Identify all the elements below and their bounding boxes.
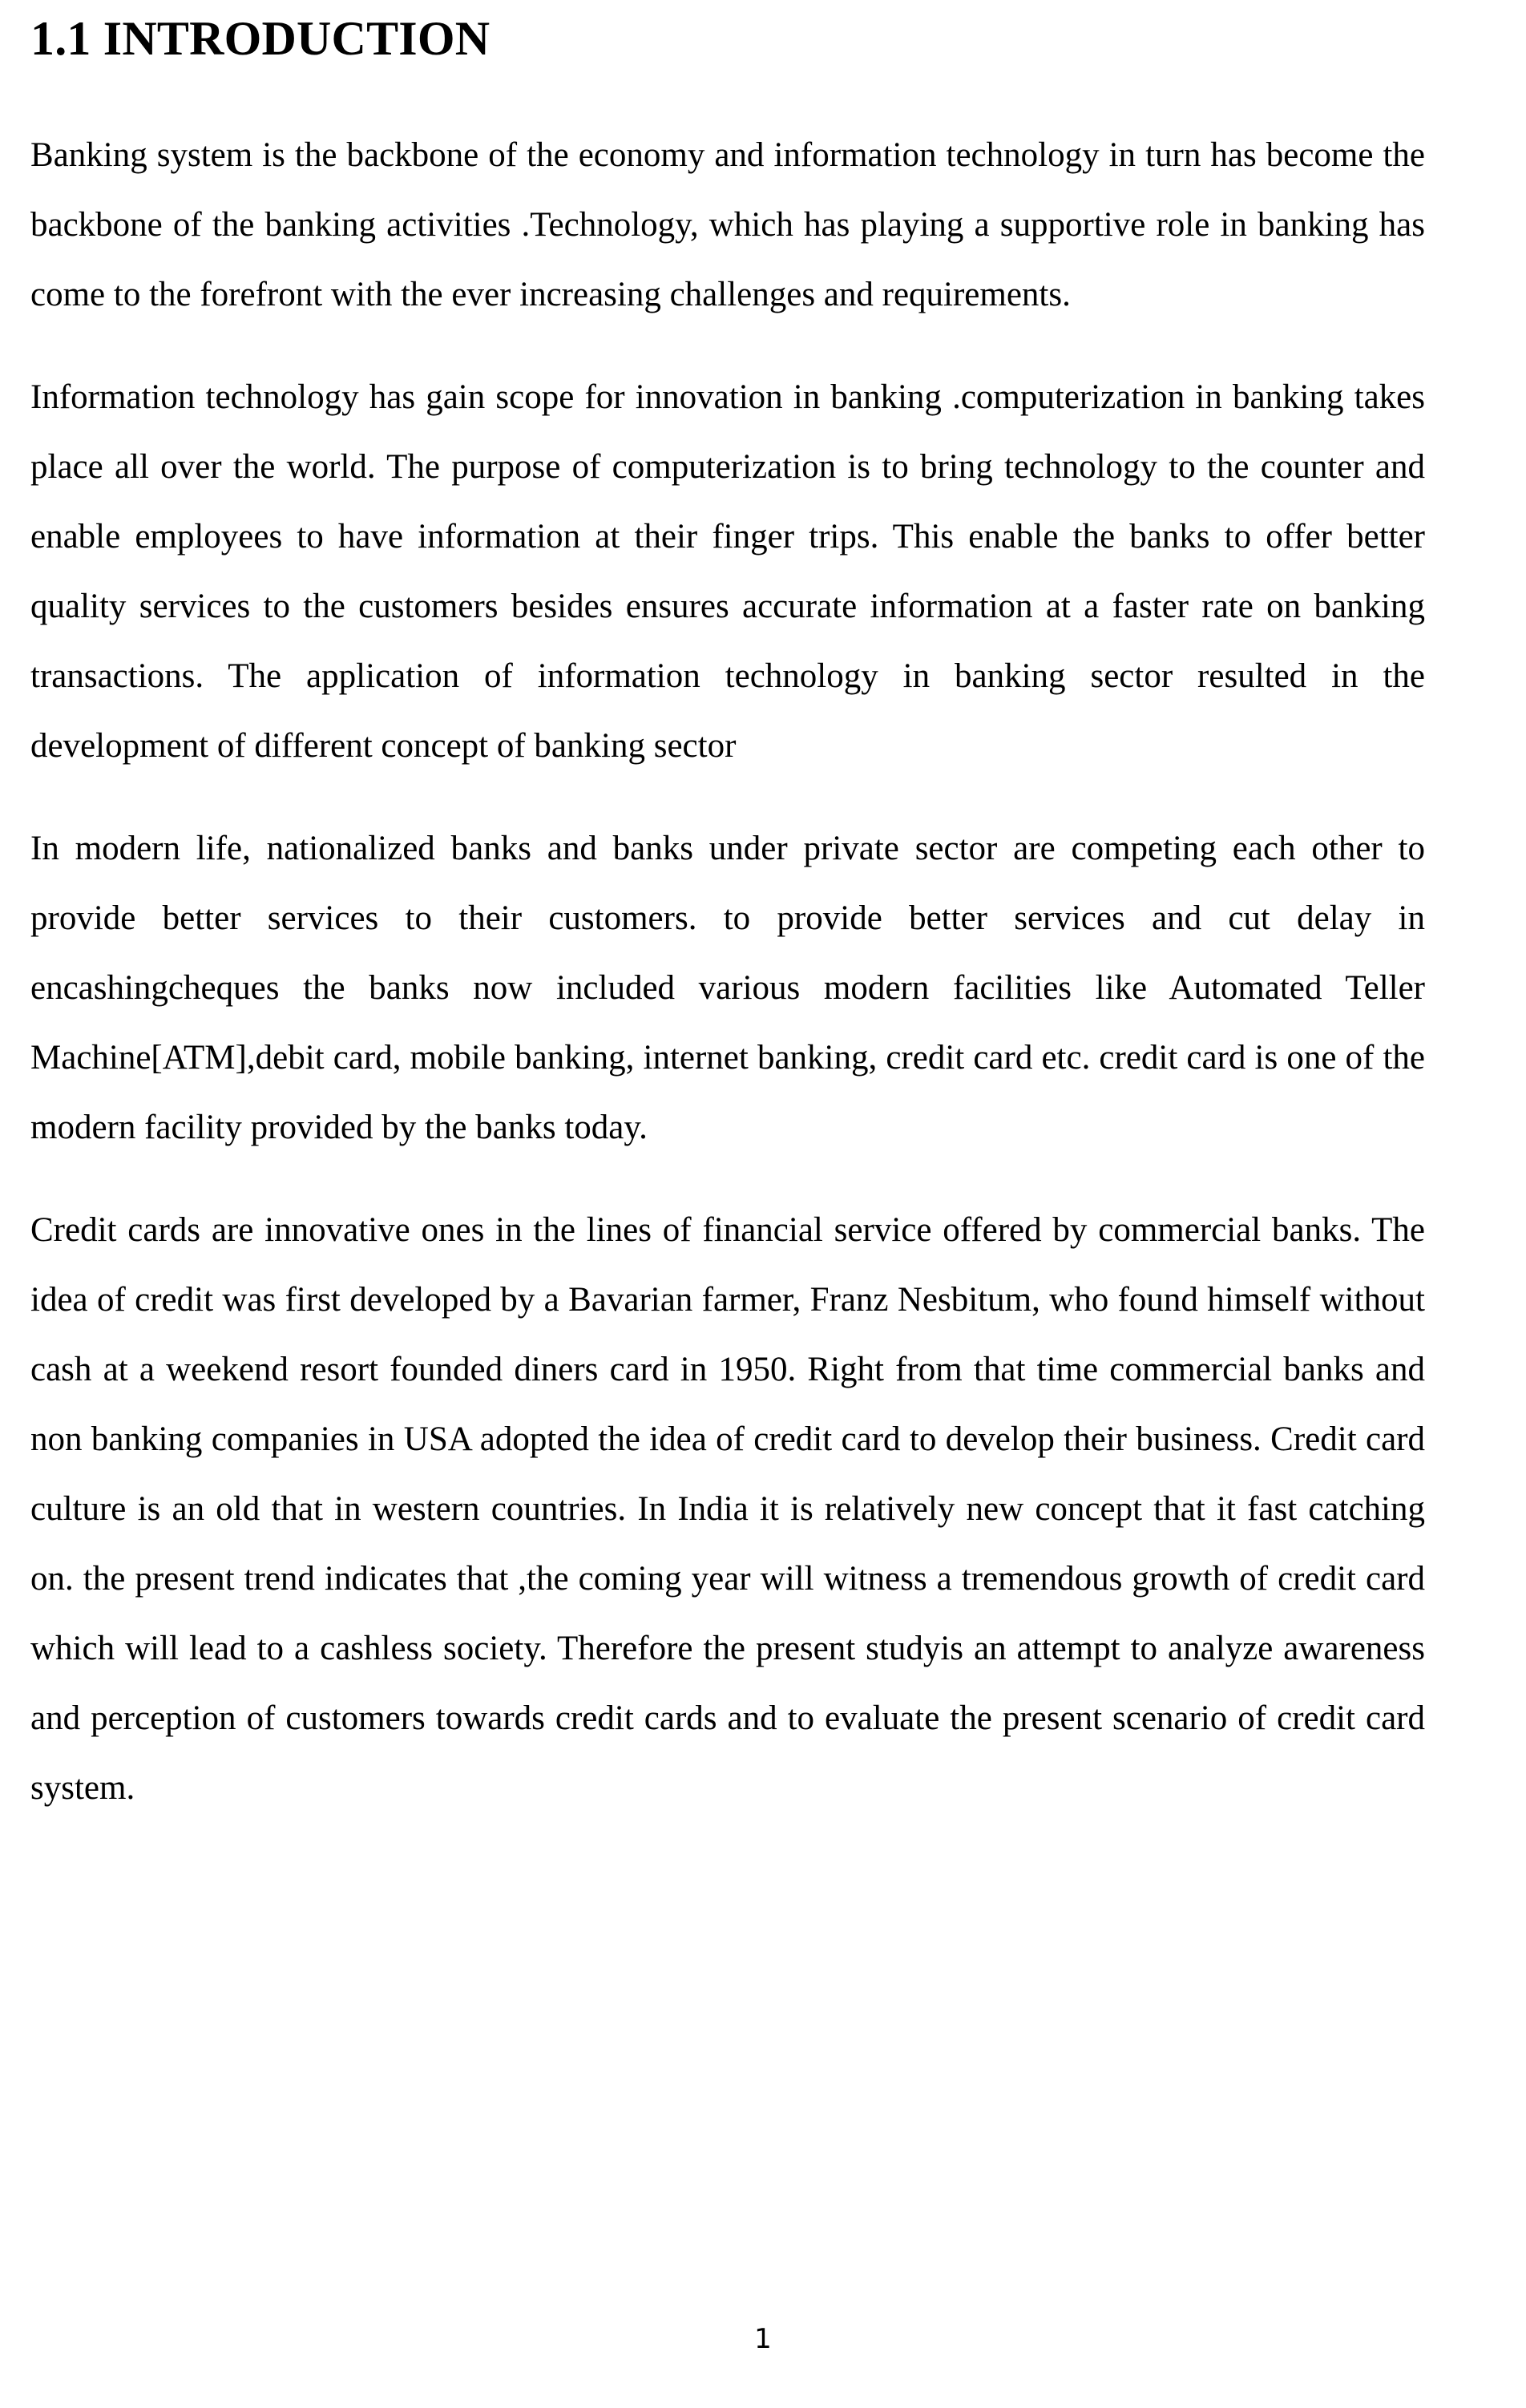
page-number: 1 — [754, 2323, 772, 2355]
paragraph-modern-banking: In modern life, nationalized banks and banks under private sector are competing each other to provide better services to their customers. to provide better services and cut delay in encashingcheques the banks now included various modern facilities like Automated Teller Machine[ATM],debit card, mobile banking, internet banking, credit card etc. credit card is one of the modern facility provided by the banks today. — [30, 830, 1425, 1146]
paragraph-credit-cards: Credit cards are innovative ones in the lines of financial service offered by commercial banks. The idea of credit was first developed by a Bavarian farmer, Franz Nesbitum, who found himself without cash at a weekend resort founded diners card in 1950. Right from that time commercial banks and non banking companies in USA adopted the idea of credit card to develop their business. Credit card culture is an old that in western countries. In India it is relatively new concept that it fast catching on. the present trend indicates that ,the coming year will witness a tremendous growth of credit card which will lead to a cashless society. Therefore the present studyis an attempt to analyze awareness and perception of customers towards credit cards and to evaluate the present scenario of credit card system. — [30, 1211, 1425, 1807]
body-text — [30, 120, 1425, 1823]
paragraph-banking-backbone: Banking system is the backbone of the economy and information technology in turn has become the backbone of the banking activities .Technology, which has playing a supportive role in banking has come to the forefront with the ever increasing challenges and requirements. — [30, 136, 1425, 313]
document-page — [30, 0, 1425, 1856]
paragraph-computerization: Information technology has gain scope for innovation in banking .computerization in banking takes place all over the world. The purpose of computerization is to bring technology to the counter and enable employees to have information at their finger trips. This enable the banks to offer better quality services to the customers besides ensures accurate information at a faster rate on banking transactions. The application of information technology in banking sector resulted in the development of different concept of banking sector — [30, 378, 1425, 765]
section-heading: 1.1 INTRODUCTION — [30, 12, 490, 65]
